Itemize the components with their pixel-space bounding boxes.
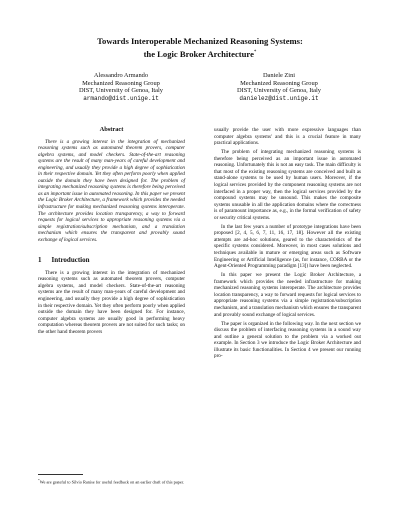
footnote-text: We are grateful to Silvio Ranise for useful feedback on an earlier draft of this paper. — [39, 479, 185, 485]
author-group: Mechanized Reasoning Group — [240, 79, 318, 87]
abstract-text: There is a growing interest in the integration of mechanized reasoning systems such as automated theorem provers, computer algebra systems, and model checkers. State-of-the-art reasoning systems are the result of many man-years of careful development and engineering, and usually they provide a high degree of sophistication in their respective domain. Yet they often perform poorly when applied outside the domain they have been designed for. The problem of integrating mechanized reasoning systems is therefore being perceived as an important issue in automated reasoning. In this paper we present the Logic Broker Architecture, a framework which provides the needed infrastructure for making mechanized reasoning systems interoperate. The architecture provides location transparency, a way to forward requests for logical services to appropriate reasoning systems via a simple registration/subscription mechanism, and a translation mechanism which ensures the transparent and provably sound exchange of logical services. — [38, 138, 185, 243]
body-paragraph: The problem of integrating mechanized reasoning systems is therefore being perceived as an important issue in automated reasoning. Unfortunately this is not an easy task. The main difficulty is that most of the existing reasoning systems are conceived and built as stand-alone systems to be used by human users. Moreover, if the logical services provided by the component reasoning systems are not interfaced in a proper way, then the logical services provided by the compound systems may be unsound. This makes the composite systems unusable in all the application domains where the correctness is of paramount importance as, e.g., in the formal verification of safety or security critical systems. — [214, 149, 361, 221]
author-affiliation: DIST, University of Genoa, Italy — [78, 87, 163, 95]
paper-title — [40, 36, 360, 60]
author-block-2 — [204, 72, 354, 102]
section-number: 1 — [38, 256, 42, 265]
footnote — [38, 474, 185, 485]
author-name: Daniele Zini — [262, 72, 296, 79]
body-paragraph: In the last few years a number of prototype integrations have been proposed [2, 4, 5, 6, 7, 11, 16, 17, 18]. However all the existing attempts are ad-hoc solutions, geared to the characteristics of the specific systems considered. Moreover, in most cases solutions and techniques available in mature or emerging areas such as Software Engineering or Artificial Intelligence (as, for instance, CORBA or the Agent-Oriented Programming paradigm [13]) have been neglected. — [214, 223, 361, 270]
footnote-mark: * — [38, 478, 40, 482]
title-footnote-mark: * — [253, 50, 257, 55]
footnote-rule — [38, 474, 83, 475]
abstract-heading: Abstract — [99, 126, 124, 133]
body-paragraph: usually provide the user with more expressive languages than computer algebra systems' and this is a crucial feature in many practical applications. — [214, 127, 361, 147]
right-column — [214, 127, 361, 363]
title-line-1: Towards Interoperable Mechanized Reasoning Systems: — [97, 36, 303, 46]
author-group: Mechanized Reasoning Group — [82, 79, 160, 87]
left-column — [38, 127, 185, 338]
author-email: armando@dist.unige.it — [83, 94, 159, 102]
intro-paragraph: There is a growing interest in the integration of mechanized reasoning systems such as automated theorem provers, computer algebra systems, and model checkers. State-of-the-art reasoning systems are the result of many man-years of careful development and engineering, and usually they provide a high degree of sophistication in their respective domain. Yet they often perform poorly when applied outside the domain they have been designed for. For instance, computer algebra systems are usually good in performing heavy computation whereas theorem provers are not suited for such tasks; on the other hand theorem provers — [38, 269, 185, 335]
title-line-2-text: the Logic Broker Architecture — [143, 48, 254, 59]
author-block-1 — [46, 72, 196, 102]
body-paragraph: The paper is organized in the following way. In the next section we discuss the problem of interfacing reasoning systems in a sound way and outline a general solution to the problem via a worked out example. In Section 3 we introduce the Logic Broker Architecture and illustrate its basic functionalities. In Section 4 we present our running pro- — [214, 320, 361, 360]
body-paragraph: In this paper we present the Logic Broker Architecture, a framework which provides the needed infrastructure for making mechanized reasoning systems interoperate. The architecture provides location transparency, a way to forward requests for logical services to appropriate reasoning systems via a simple registration/subscription mechanism, and a translation mechanism which ensures the transparent and provably sound exchange of logical services. — [214, 272, 361, 318]
section-title: Introduction — [51, 256, 90, 265]
title-line-2 — [40, 47, 360, 60]
author-name: Alessandro Armando — [93, 72, 149, 79]
author-affiliation: DIST, University of Genoa, Italy — [236, 87, 321, 95]
section-heading — [38, 257, 185, 264]
author-email: danielez@dist.unige.it — [239, 94, 319, 102]
